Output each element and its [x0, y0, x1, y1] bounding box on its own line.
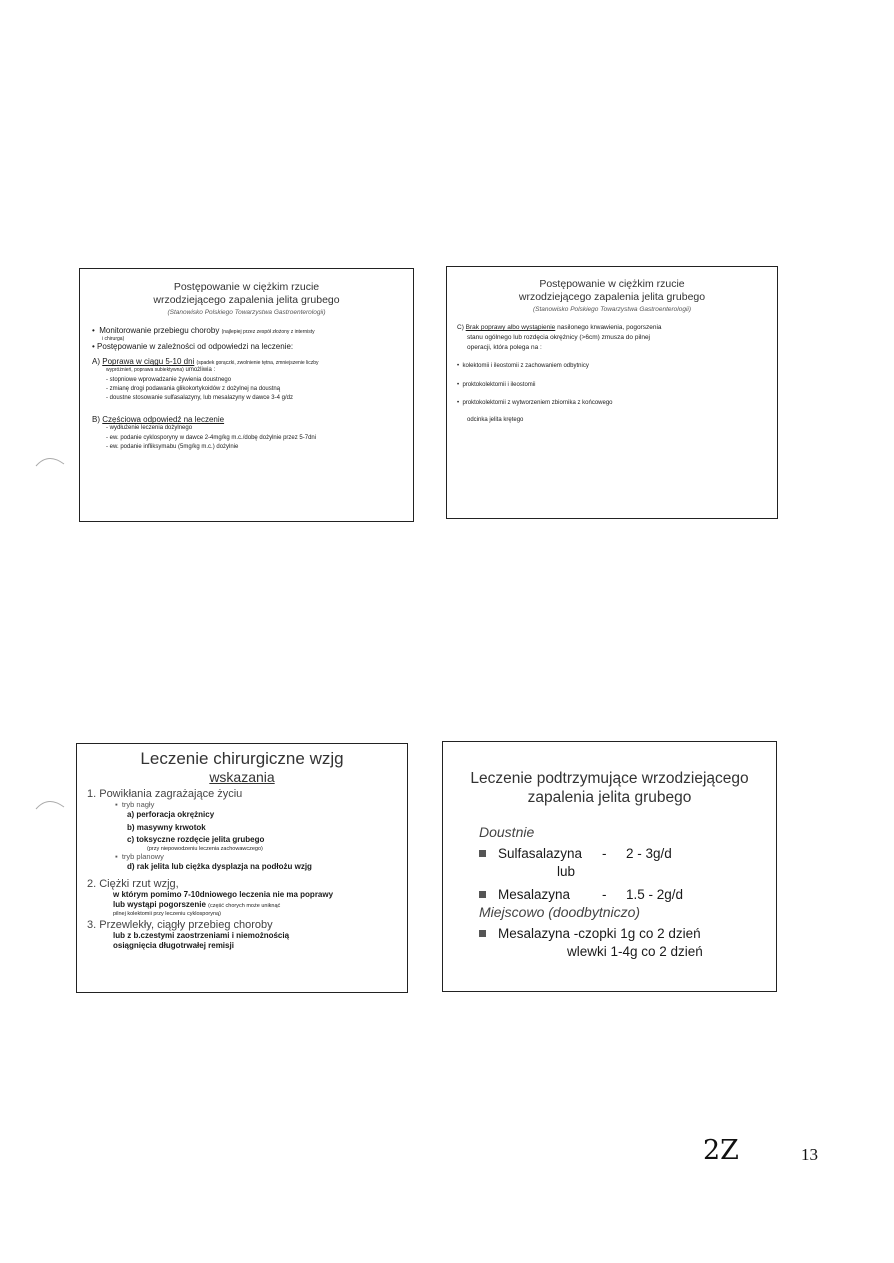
list-item: d) rak jelita lub ciężka dysplazja na podłożu wzjg [127, 862, 312, 872]
section-c: C) Brak poprawy albo wystąpienie nasilonego krwawienia, pogorszenia [457, 324, 662, 332]
slide-title: Leczenie chirurgiczne wzjg [140, 749, 344, 768]
margin-arc-mark [34, 795, 66, 813]
indication-2: 2. Ciężki rzut wzjg, [87, 877, 179, 890]
bullet-square-icon [479, 930, 486, 937]
slide-severe-flare-2: Postępowanie w ciężkim rzucie wrzodziejącego zapalenia jelita grubego (Stanowisko Polskiego Towarzystwa Gastroenterologii) C) Brak poprawy albo wystąpienie nasilonego krwawienia, pogorszenia stanu ogólnego lub rozdęcia okrężnicy (>6cm) zmusza do pilnej operacji, która polega na : • kolektomii i ileostomii z zachowaniem odbytnicy • proktokolektomii i ileostomii • proktokolektomii z wytworzeniem zbiornika z końcowego odcinka jelita krętego [446, 266, 778, 519]
slide-title: Leczenie podtrzymujące wrzodziejącego zapalenia jelita grubego [470, 770, 749, 807]
slide-maintenance-treatment: Leczenie podtrzymujące wrzodziejącego zapalenia jelita grubego Doustnie Sulfasalazyna - 2 - 3g/d lub Mesalazyna - 1.5 - 2g/d Miejscowo (doodbytniczo) Mesalazyna -czopki 1g co 2 dzień wlewki 1-4g co 2 dzień [442, 741, 777, 992]
section-a-note: wypróżnień, poprawa subiektywna) umożliwia : [106, 367, 216, 374]
slide-title: Postępowanie w ciężkim rzucie wrzodziejącego zapalenia jelita grubego [518, 278, 706, 304]
section-b: B) Częściowa odpowiedź na leczenie [92, 415, 225, 425]
slide-title: Postępowanie w ciężkim rzucie wrzodziejącego zapalenia jelita grubego [153, 281, 340, 307]
list-item: • proktokolektomii z wytworzeniem zbiornika z końcowego [457, 400, 613, 407]
slide-subtitle: wskazania [209, 769, 275, 786]
mode-urgent: ▪ tryb nagły [115, 800, 155, 810]
bullet-square-icon [479, 850, 486, 857]
bullet-square-icon [479, 891, 486, 898]
list-item: a) perforacja okrężnicy [127, 810, 215, 820]
list-item: • kolektomii i ileostomii z zachowaniem odbytnicy [457, 363, 589, 370]
slide-surgical-indications: Leczenie chirurgiczne wzjg wskazania 1. Powikłania zagrażające życiu ▪ tryb nagły a) perforacja okrężnicy b) masywny krwotok c) toksyczne rozdęcie jelita grubego (przy niepowodzeniu leczenia zachowawczego) ▪ tryb planowy d) rak jelita lub ciężka dysplazja na podłożu wzjg 2. Ciężki rzut wzjg, w którym pomimo 7-10dniowego leczenia nie ma poprawy lub wystąpi pogorszenie (część chorych może uniknąć pilnej kolektomii przy leczeniu cyklosporyną) 3. Przewlekły, ciągły przebieg choroby lub z b.czestymi zaostrzeniami i niemożnością osiągnięcia długotrwałej remisji [76, 743, 408, 993]
list-item: - ew. podanie infliksymabu (5mg/kg m.c.) dożylnie [106, 444, 239, 451]
indication-1: 1. Powikłania zagrażające życiu [87, 788, 243, 801]
slide-severe-flare-1: Postępowanie w ciężkim rzucie wrzodziejącego zapalenia jelita grubego (Stanowisko Polskiego Towarzystwa Gastroenterologii) • Monitorowanie przebiegu choroby (najlepiej przez zespół złożony z internisty i chirurga) • Postępowanie w zależności od odpowiedzi na leczenie: A) Poprawa w ciągu 5-10 dni (spadek gorączki, zwolnienie tętna, zmniejszenie liczby wypróżnień, poprawa subiektywna) umożliwia : - stopniowe wprowadzanie żywienia doustnego - zmianę drogi podawania glikokortykoidów z dożylnej na doustną - doustne stosowanie sulfasalazyny, lub mesalazyny w dawce 3-4 g/dz B) Częściowa odpowiedź na leczenie - wydłużenie leczenia dożylnego - ew. podanie cyklosporyny w dawce 2-4mg/kg m.c./dobę dożylnie przez 5-7dni - ew. podanie infliksymabu (5mg/kg m.c.) dożylnie [79, 268, 414, 522]
list-item: c) toksyczne rozdęcie jelita grubego [127, 835, 265, 845]
slide-subtitle: (Stanowisko Polskiego Towarzystwa Gastroenterologii) [533, 306, 691, 314]
margin-arc-mark [34, 452, 66, 470]
note: (przy niepowodzeniu leczenia zachowawczego) [147, 846, 263, 853]
list-item: • proktokolektomii i ileostomii [457, 381, 536, 388]
list-item: - doustne stosowanie sulfasalazyny, lub mesalazyny w dawce 3-4 g/dz [106, 395, 293, 402]
mode-planned: ▪ tryb planowy [115, 852, 164, 862]
drug-row: Mesalazyna -czopki 1g co 2 dzień [479, 926, 766, 941]
handwritten-number: 2Z [703, 1135, 739, 1166]
list-item: - stopniowe wprowadzanie żywienia doustnego [106, 376, 232, 383]
page-number: 13 [801, 1145, 818, 1164]
section-a: A) Poprawa w ciągu 5-10 dni (spadek gorączki, zwolnienie tętna, zmniejszenie liczby [92, 357, 319, 367]
list-item: b) masywny krwotok [127, 822, 206, 832]
route-oral: Doustnie [479, 823, 535, 840]
list-item: - ew. podanie cyklosporyny w dawce 2-4mg/kg m.c./dobę dożylnie przez 5-7dni [106, 434, 317, 441]
slide-subtitle: (Stanowisko Polskiego Towarzystwa Gastroenterologii) [167, 309, 326, 317]
bullet-response: • Postępowanie w zależności od odpowiedzi na leczenie: [92, 342, 294, 352]
list-item: - zmianę drogi podawania glikokortykoidów z dożylnej na doustną [106, 385, 281, 392]
list-item: - wydłużenie leczenia dożylnego [106, 425, 193, 432]
bullet-monitoring: • Monitorowanie przebiegu choroby (najlepiej przez zespół złożony z internisty [92, 326, 315, 336]
route-rectal: Miejscowo (doodbytniczo) [479, 903, 641, 920]
drug-row: Mesalazyna - 1.5 - 2g/d [479, 887, 766, 902]
indication-3: 3. Przewlekły, ciągły przebieg choroby [87, 918, 273, 931]
drug-row: Sulfasalazyna - 2 - 3g/d [479, 846, 766, 861]
